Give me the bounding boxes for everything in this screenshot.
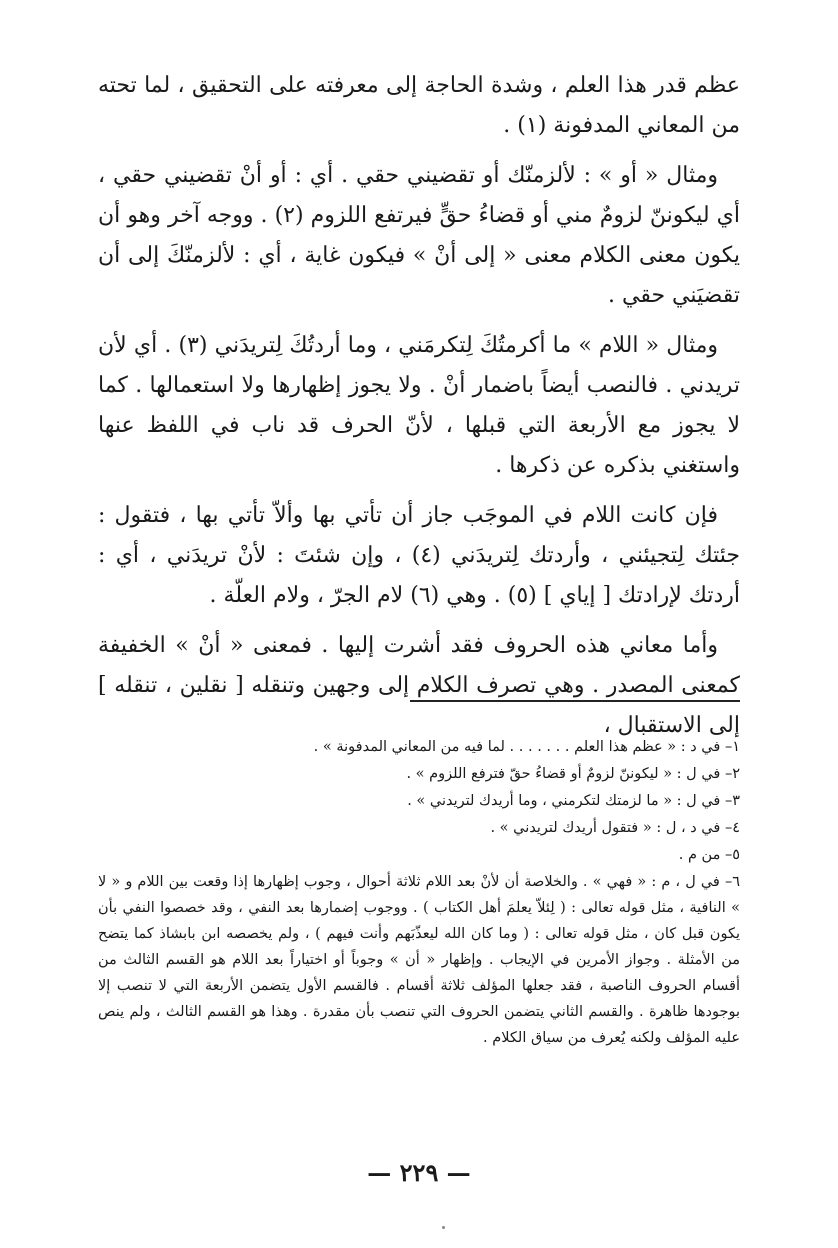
page-number: — ٢٢٩ — (367, 1158, 471, 1187)
main-body-text (98, 66, 740, 756)
footnote-1: ١– في د : « عظم هذا العلم . . . . . . . لما فيه من المعاني المدفونة » . (313, 739, 740, 755)
footnote-6: ٦– في ل ، م : « فهي » . والخلاصة أن لأنْ بعد اللام ثلاثة أحوال ، وجوب إظهارها إذا وقعت بين اللام و « لا » النافية ، مثل قوله تعالى : ( لِئلاّ يعلمَ أهل الكتاب ) . ووجوب إضمارها بعد النفي ، وقد خصصوا النفي بأن يكون قبل كان ، مثل قوله تعالى : ( وما كان الله ليعذّبَهم وأنت فيهم ) ، ولم يخصصه ابن بابشاذ كما يتضح من الأمثلة . وجواز الأمرين في الإيجاب . وإظهار « أن » وجوباً أو اختياراً بعد اللام هو القسم الثالث من أقسام الحروف الناصبة ، فقد جعلها المؤلف ثلاثة أقسام . فالقسم الأول يتضمن الأربعة التي لا تنصب إلا بوجودها ظاهرة . والقسم الثاني يتضمن الحروف التي تنصب بأن مقدرة . وهذا هو القسم الثالث ، ولم ينص عليه المؤلف ولكنه يُعرف من سياق الكلام . (98, 874, 740, 1046)
footnote-2: ٢– في ل : « ليكوننّ لزومٌ أو قضاءُ حقّ فترفع اللزوم » . (406, 766, 740, 782)
footnotes (98, 734, 740, 1052)
footnote-3: ٣– في ل : « ما لزمتك لتكرمني ، وما أريدك لتريدني » . (407, 793, 740, 809)
footnote-5: ٥– من م . (678, 847, 740, 863)
footnote-divider (410, 700, 740, 702)
scan-speck (442, 1226, 445, 1229)
footnote-4: ٤– في د ، ل : « فتقول أريدك لتريدني » . (490, 820, 740, 836)
paragraph-2: ومثال « أو » : لألزمنّك أو تقضيني حقي . أي : أو أنْ تقضيني حقي ، أي ليكوننّ لزومٌ مني أو قضاءُ حقٍّ فيرتفع اللزوم (٢) . ووجه آخر وهو أن يكون معنى الكلام معنى « إلى أنْ » فيكون غاية ، أي : لألزمنّكَ إلى أن تقضيَني حقي . (98, 163, 740, 308)
paragraph-3: ومثال « اللام » ما أكرمتُكَ لِتكرمَني ، وما أردتُكَ لِتريدَني (٣) . أي لأن تريدني . فالنصب أيضاً باضمار أنْ . ولا يجوز إظهارها ولا استعمالها . كما لا يجوز مع الأربعة التي قبلها ، لأنّ الحرف قد ناب في اللفظ عنها واستغني بذكره عن ذكرها . (98, 333, 740, 478)
paragraph-1: عظم قدر هذا العلم ، وشدة الحاجة إلى معرفته على التحقيق ، لما تحته من المعاني المدفونة (١) . (98, 73, 740, 138)
paragraph-5: وأما معاني هذه الحروف فقد أشرت إليها . فمعنى « أنْ » الخفيفة كمعنى المصدر . وهي تصرف الكلام إلى وجهين وتنقله [ نقلين ، تنقله ] إلى الاستقبال ، (98, 633, 740, 738)
paragraph-4: فإن كانت اللام في الموجَب جاز أن تأتي بها وألاّ تأتي بها ، فتقول : جئتك لِتجيئني ، وأردتك لِتريدَني (٤) ، وإن شئتَ : لأنْ تريدَني ، أي : أردتك لإرادتك [ إياي ] (٥) . وهي (٦) لام الجرّ ، ولام العلّة . (98, 503, 740, 608)
